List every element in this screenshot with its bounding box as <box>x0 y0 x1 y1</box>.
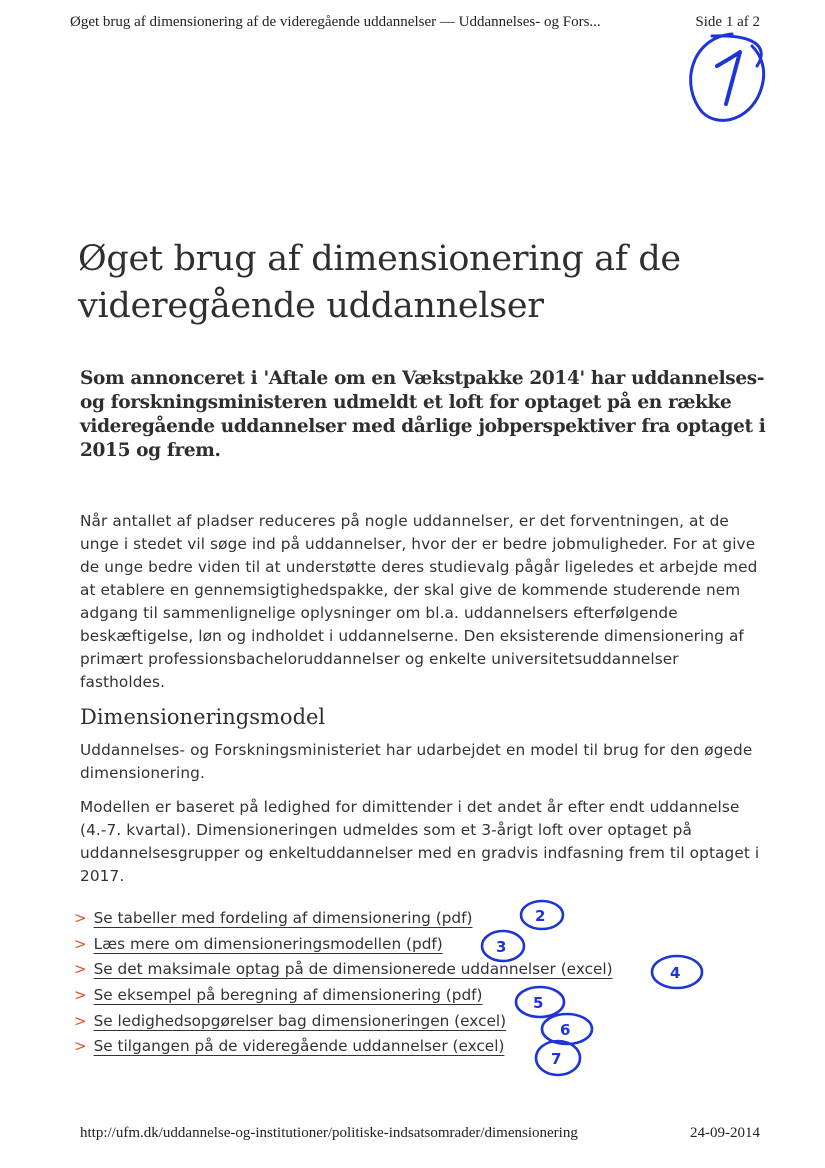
link-item[interactable] <box>74 957 613 983</box>
handwritten-link-annotation <box>648 952 706 992</box>
chevron-right-icon: > <box>74 909 87 927</box>
print-page-number: Side 1 af 2 <box>695 14 760 30</box>
link-tables-pdf[interactable]: Se tabeller med fordeling af dimensionering (pdf) <box>93 909 473 927</box>
handwritten-link-annotation <box>532 1037 584 1079</box>
model-detail-paragraph: Modellen er baseret på ledighed for dimittender i det andet år efter endt uddannelse (4.-7. kvartal). Dimensioneringen udmeldes som et 3-årigt loft over optaget på uddannelsesgrupper og enkeltuddannelser med en gradvis indfasning frem til optaget i 2017. <box>80 798 760 885</box>
link-calculation-example-pdf[interactable]: Se eksempel på beregning af dimensionering (pdf) <box>93 986 483 1005</box>
link-unemployment-excel[interactable]: Se ledighedsopgørelser bag dimensioneringen (excel) <box>93 1011 507 1030</box>
print-footer <box>80 1125 760 1142</box>
handwritten-link-annotation <box>518 898 568 932</box>
chevron-right-icon: > <box>74 934 87 953</box>
print-footer-url: http://ufm.dk/uddannelse-og-institutioner/politiske-indsatsomrader/dimensionering <box>80 1125 578 1141</box>
model-intro-paragraph: Uddannelses- og Forskningsministeriet har udarbejdet en model til brug for den øgede dimensionering. <box>80 741 753 782</box>
link-max-intake-excel[interactable]: Se det maksimale optag på de dimensionerede uddannelser (excel) <box>93 960 613 979</box>
chevron-right-icon: > <box>74 986 87 1005</box>
annotation-number: 7 <box>551 1050 562 1068</box>
chevron-right-icon: > <box>74 960 87 979</box>
lead-paragraph: Som annonceret i 'Aftale om en Vækstpakke 2014' har uddannelses- og forskningsministeren udmeldt et loft for optaget på en række videregående uddannelser med dårlige jobperspektiver fra optaget i 2015 og frem. <box>80 368 766 461</box>
chevron-right-icon: > <box>74 1037 87 1056</box>
annotation-number: 4 <box>670 964 681 982</box>
link-intake-excel[interactable]: Se tilgangen på de videregående uddannelser (excel) <box>93 1037 505 1056</box>
print-header <box>70 14 760 31</box>
handwritten-page-number-annotation <box>672 26 772 126</box>
print-footer-date: 24-09-2014 <box>690 1125 760 1141</box>
chevron-right-icon: > <box>74 1011 87 1030</box>
annotation-number: 3 <box>496 938 507 956</box>
annotation-number: 6 <box>560 1021 571 1039</box>
intro-paragraph: Når antallet af pladser reduceres på nogle uddannelser, er det forventningen, at de unge i stedet vil søge ind på uddannelser, hvor der er bedre jobmuligheder. For at give de unge bedre viden til at understøtte deres studievalg pågår ligeledes et arbejde med at etablere en gennemsigtighedspakke, der skal give de kommende studerende nem adgang til sammenlignelige oplysninger om bl.a. uddannelsers efterfølgende beskæftigelse, løn og indholdet i uddannelserne. Den eksisterende dimensionering af primært professionsbacheloruddannelser og enkelte universitetsuddannelser fastholdes. <box>80 512 758 691</box>
link-model-pdf[interactable]: Læs mere om dimensioneringsmodellen (pdf) <box>93 934 443 953</box>
link-item[interactable] <box>74 932 613 958</box>
section-heading: Dimensioneringsmodel <box>80 705 326 729</box>
handwritten-link-annotation <box>478 928 528 964</box>
annotation-number: 5 <box>533 994 544 1012</box>
print-header-title: Øget brug af dimensionering af de videregående uddannelser — Uddannelses- og Fors... <box>70 14 601 30</box>
page-title: Øget brug af dimensionering af de videregående uddannelser <box>78 239 681 326</box>
annotation-number: 2 <box>535 907 546 925</box>
